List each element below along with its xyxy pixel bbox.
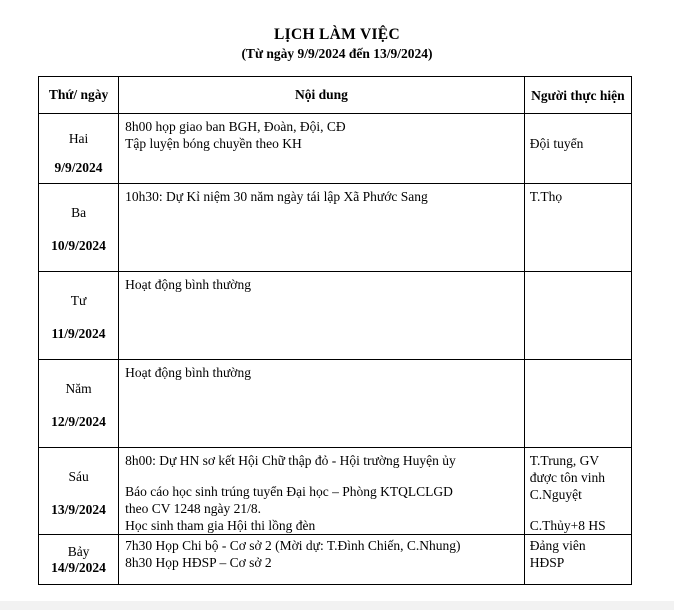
content-line: Hoạt động bình thường [125, 365, 251, 380]
table-row [39, 114, 632, 184]
person-cell [524, 272, 631, 360]
person-line: được tôn vinh [529, 470, 605, 485]
day-date: 9/9/2024 [54, 160, 103, 175]
day-cell [39, 272, 119, 360]
content-cell [119, 448, 525, 535]
day-name: Hai [68, 131, 89, 146]
header-row [39, 77, 632, 114]
person-cell [524, 184, 631, 272]
day-cell [39, 184, 119, 272]
day-name: Ba [71, 205, 87, 220]
content-line: 7h30 Họp Chi bộ - Cơ sở 2 (Mời dự: T.Đình Chiến, C.Nhung) [125, 538, 461, 553]
content-line: Tập luyện bóng chuyền theo KH [125, 136, 302, 151]
day-date: 14/9/2024 [51, 559, 106, 575]
header-day: Thứ/ ngày [39, 77, 119, 114]
day-name: Tư [70, 293, 87, 308]
content-line: theo CV 1248 ngày 21/8. [125, 501, 261, 516]
person-line: C.Thủy+8 HS [529, 518, 606, 533]
content-cell [119, 272, 525, 360]
header-content: Nội dung [119, 77, 525, 114]
day-cell [39, 535, 119, 585]
person-line: HĐSP [529, 555, 565, 570]
person-line: Đội tuyển [529, 136, 584, 151]
day-date: 12/9/2024 [51, 414, 106, 429]
content-line: Học sinh tham gia Hội thi lồng đèn [125, 518, 316, 533]
day-cell [39, 114, 119, 184]
content-cell [119, 184, 525, 272]
person-cell [524, 448, 631, 535]
person-cell [524, 535, 631, 585]
content-line: 8h00: Dự HN sơ kết Hội Chữ thập đỏ - Hội trường Huyện ủy [125, 453, 456, 468]
person-line: T.Trung, GV [529, 453, 600, 468]
content-line: 8h00 họp giao ban BGH, Đoàn, Đội, CĐ [125, 119, 346, 134]
header-person: Người thực hiện [524, 77, 631, 114]
table-row [39, 535, 632, 585]
document-title: LỊCH LÀM VIỆC [274, 26, 400, 43]
table-row [39, 360, 632, 448]
day-name: Bảy [67, 543, 90, 559]
table-row [39, 184, 632, 272]
day-cell [39, 448, 119, 535]
content-line: Báo cáo học sinh trúng tuyển Đại học – Phòng KTQLCLGD [125, 484, 453, 499]
table-row [39, 272, 632, 360]
content-cell [119, 360, 525, 448]
day-cell [39, 360, 119, 448]
day-date: 10/9/2024 [51, 238, 106, 253]
content-line: 8h30 Họp HĐSP – Cơ sở 2 [125, 555, 272, 570]
page-bottom-edge [0, 601, 674, 610]
table-row [39, 448, 632, 535]
person-cell [524, 114, 631, 184]
schedule-table [38, 76, 632, 585]
content-cell [119, 114, 525, 184]
content-line: 10h30: Dự Kỉ niệm 30 năm ngày tái lập Xã Phước Sang [125, 189, 428, 204]
person-cell [524, 360, 631, 448]
day-name: Năm [65, 381, 92, 396]
day-name: Sáu [68, 469, 89, 484]
person-line: C.Nguyệt [529, 487, 582, 502]
day-date: 11/9/2024 [51, 326, 106, 341]
document-subtitle: (Từ ngày 9/9/2024 đến 13/9/2024) [241, 46, 433, 61]
person-line: Đảng viên [529, 538, 586, 553]
content-cell [119, 535, 525, 585]
person-line: T.Thọ [529, 189, 563, 204]
content-line: Hoạt động bình thường [125, 277, 251, 292]
day-date: 13/9/2024 [51, 502, 106, 517]
